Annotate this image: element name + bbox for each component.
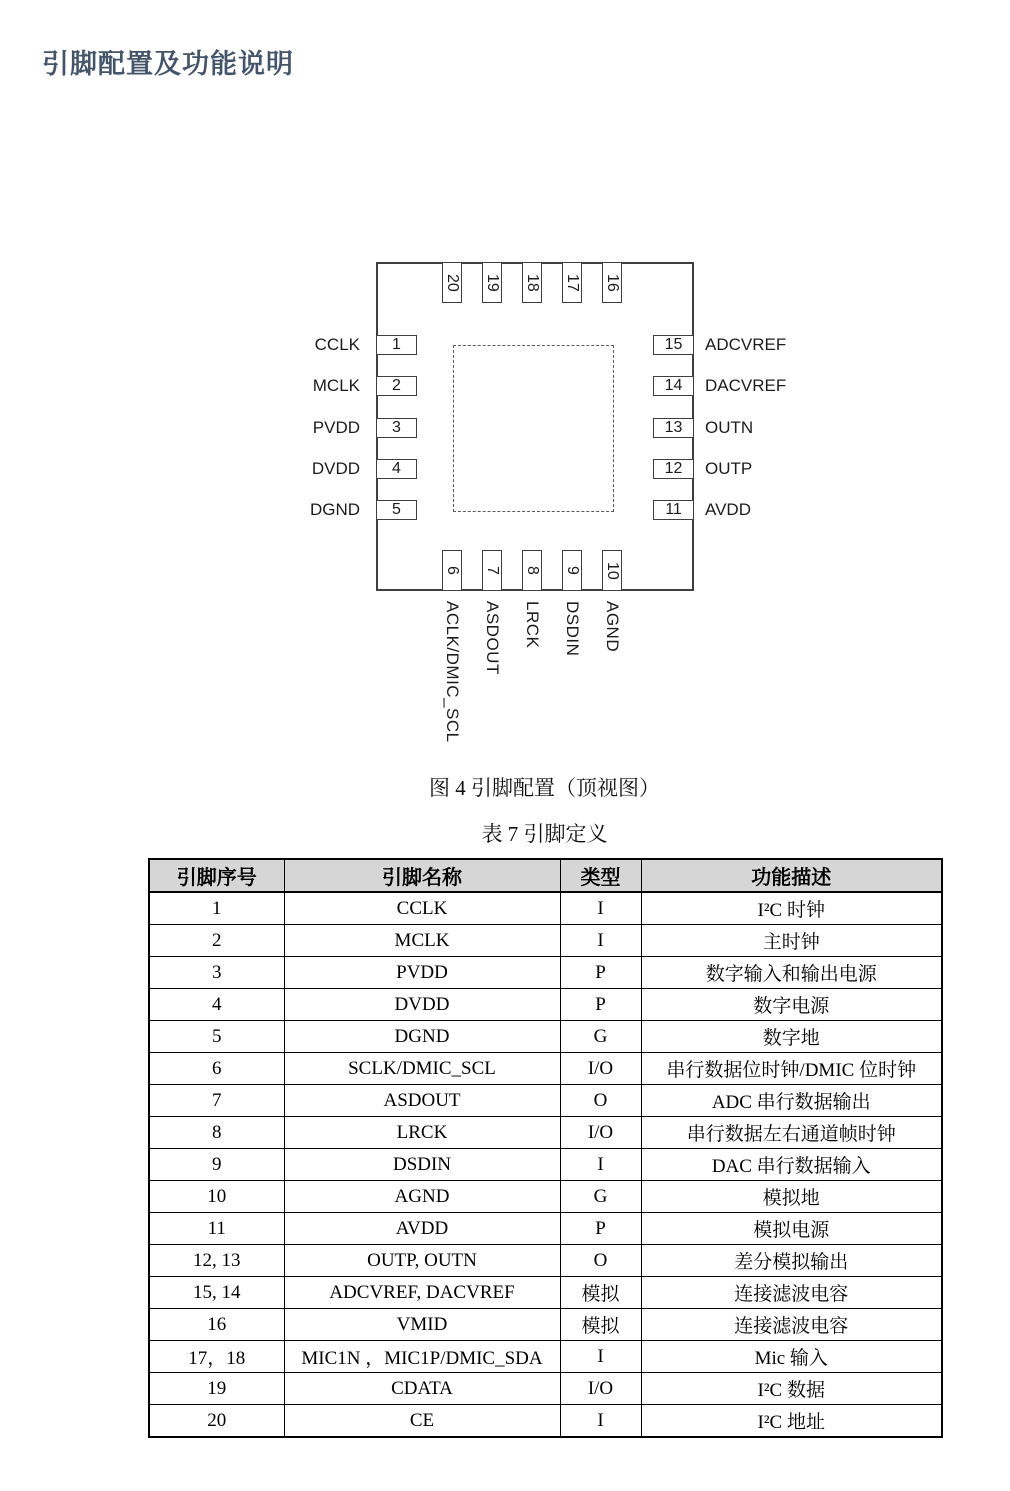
- pin-number: 9: [564, 566, 581, 575]
- pin-type-cell: 模拟: [560, 1277, 641, 1309]
- table-header-cell: 引脚名称: [284, 859, 560, 892]
- pin-number-cell: 10: [149, 1181, 284, 1213]
- pin-number: 3: [392, 419, 401, 436]
- pin-name-cell: LRCK: [284, 1117, 560, 1149]
- table-row: [149, 892, 942, 925]
- pin-number-cell: 9: [149, 1149, 284, 1181]
- pin-number-cell: 20: [149, 1405, 284, 1438]
- table-row: [149, 1021, 942, 1053]
- pin-number: 11: [665, 501, 682, 518]
- pin-name-cell: VMID: [284, 1309, 560, 1341]
- table-row: [149, 1373, 942, 1405]
- pin-description-cell: 串行数据位时钟/DMIC 位时钟: [641, 1053, 942, 1085]
- table-row: [149, 957, 942, 989]
- pin-number-cell: 15, 14: [149, 1277, 284, 1309]
- pin-box-18: [522, 262, 542, 303]
- pin-type-cell: I/O: [560, 1117, 641, 1149]
- pin-type-cell: I: [560, 925, 641, 957]
- pin-description-cell: 差分模拟输出: [641, 1245, 942, 1277]
- pin-description-cell: 串行数据左右通道帧时钟: [641, 1117, 942, 1149]
- pin-type-cell: I: [560, 1149, 641, 1181]
- pin-label-DGND: DGND: [309, 500, 360, 519]
- pin-type-cell: O: [560, 1245, 641, 1277]
- pin-description-cell: 数字输入和输出电源: [641, 957, 942, 989]
- pin-number: 6: [444, 566, 461, 575]
- pin-number-cell: 4: [149, 989, 284, 1021]
- pin-name-cell: MCLK: [284, 925, 560, 957]
- pin-definition-table: [148, 858, 943, 1438]
- pin-box-9: [562, 550, 582, 591]
- pin-label-OUTN: OUTN: [705, 418, 754, 437]
- table-row: [149, 1277, 942, 1309]
- pin-box-12: [653, 459, 694, 479]
- pin-number-cell: 1: [149, 892, 284, 925]
- pin-type-cell: I/O: [560, 1053, 641, 1085]
- pin-type-cell: O: [560, 1085, 641, 1117]
- pin-number-cell: 6: [149, 1053, 284, 1085]
- pin-label-AGND: AGND: [603, 601, 622, 653]
- pin-number-cell: 2: [149, 925, 284, 957]
- table-header-cell: 功能描述: [641, 859, 942, 892]
- pin-label-DACVREF: DACVREF: [705, 376, 787, 395]
- pin-name-cell: DSDIN: [284, 1149, 560, 1181]
- pin-number-cell: 11: [149, 1213, 284, 1245]
- pin-description-cell: 连接滤波电容: [641, 1309, 942, 1341]
- pin-number: 20: [444, 273, 461, 292]
- table-row: [149, 1213, 942, 1245]
- pin-number-cell: 5: [149, 1021, 284, 1053]
- page-title: 引脚配置及功能说明: [42, 49, 294, 80]
- table-row: [149, 1117, 942, 1149]
- pin-number: 14: [664, 377, 683, 394]
- pin-label-AVDD: AVDD: [705, 500, 751, 519]
- pin-description-cell: I²C 数据: [641, 1373, 942, 1405]
- pin-description-cell: DAC 串行数据输入: [641, 1149, 942, 1181]
- table-row: [149, 1149, 942, 1181]
- pin-number-cell: 8: [149, 1117, 284, 1149]
- pin-name-cell: OUTP, OUTN: [284, 1245, 560, 1277]
- pin-name-cell: MIC1N ，MIC1P/DMIC_SDA: [284, 1341, 560, 1373]
- table-header-cell: 类型: [560, 859, 641, 892]
- pin-number: 12: [664, 460, 683, 477]
- pin-name-cell: AGND: [284, 1181, 560, 1213]
- pin-box-11: [653, 500, 694, 520]
- pin-number: 8: [524, 566, 541, 575]
- table-row: [149, 1309, 942, 1341]
- pin-type-cell: P: [560, 1213, 641, 1245]
- pin-name-cell: PVDD: [284, 957, 560, 989]
- pin-name-cell: DVDD: [284, 989, 560, 1021]
- pin-label-ADCVREF: ADCVREF: [705, 335, 787, 354]
- pin-label-PVDD: PVDD: [312, 418, 360, 437]
- pin-name-cell: CCLK: [284, 892, 560, 925]
- pin-type-cell: G: [560, 1021, 641, 1053]
- pin-number-cell: 12, 13: [149, 1245, 284, 1277]
- pin-type-cell: 模拟: [560, 1309, 641, 1341]
- figure-caption: 图 4 引脚配置（顶视图）: [429, 776, 660, 800]
- table-row: [149, 1245, 942, 1277]
- pin-type-cell: P: [560, 957, 641, 989]
- pin-description-cell: 连接滤波电容: [641, 1277, 942, 1309]
- pin-number: 7: [484, 566, 501, 575]
- pin-description-cell: I²C 地址: [641, 1405, 942, 1438]
- pin-box-7: [482, 550, 502, 591]
- pin-name-cell: SCLK/DMIC_SCL: [284, 1053, 560, 1085]
- pin-number-cell: 19: [149, 1373, 284, 1405]
- pin-description-cell: I²C 时钟: [641, 892, 942, 925]
- pin-number-cell: 17，18: [149, 1341, 284, 1373]
- pin-description-cell: 数字电源: [641, 989, 942, 1021]
- pin-box-6: [442, 550, 462, 591]
- pin-number: 16: [604, 273, 621, 292]
- pin-number: 4: [392, 460, 401, 477]
- pin-number: 13: [664, 419, 683, 436]
- pin-number-cell: 3: [149, 957, 284, 989]
- pin-number: 19: [484, 273, 501, 292]
- table-row: [149, 1053, 942, 1085]
- table-row: [149, 1341, 942, 1373]
- pin-box-2: [376, 376, 417, 396]
- pin-box-8: [522, 550, 542, 591]
- pin-box-20: [442, 262, 462, 303]
- pin-description-cell: 模拟地: [641, 1181, 942, 1213]
- pin-description-cell: 模拟电源: [641, 1213, 942, 1245]
- pin-type-cell: G: [560, 1181, 641, 1213]
- pin-name-cell: CDATA: [284, 1373, 560, 1405]
- pin-label-DVDD: DVDD: [311, 459, 360, 478]
- pin-number: 15: [664, 336, 683, 353]
- pin-description-cell: 主时钟: [641, 925, 942, 957]
- pin-label-MCLK: MCLK: [312, 376, 360, 395]
- table-row: [149, 1085, 942, 1117]
- table-caption: 表 7 引脚定义: [481, 822, 608, 846]
- pin-label-CCLK: CCLK: [314, 335, 360, 354]
- pin-label-DSDIN: DSDIN: [563, 601, 582, 657]
- pin-label-OUTP: OUTP: [705, 459, 753, 478]
- pin-box-16: [602, 262, 622, 303]
- table-row: [149, 1181, 942, 1213]
- pin-box-13: [653, 418, 694, 438]
- pin-number: 1: [392, 336, 401, 353]
- pin-number: 10: [604, 561, 621, 580]
- pin-number: 18: [524, 273, 541, 292]
- pin-box-5: [376, 500, 417, 520]
- pin-description-cell: 数字地: [641, 1021, 942, 1053]
- thermal-pad-dashed-outline: [453, 345, 614, 512]
- pin-type-cell: I: [560, 1405, 641, 1438]
- pin-box-10: [602, 550, 622, 591]
- pin-name-cell: ADCVREF, DACVREF: [284, 1277, 560, 1309]
- table-header-row: [149, 859, 942, 892]
- table-header-cell: 引脚序号: [149, 859, 284, 892]
- pin-name-cell: ASDOUT: [284, 1085, 560, 1117]
- pin-label-ACLK/DMIC_SCL: ACLK/DMIC_SCL: [443, 601, 462, 743]
- pin-number: 17: [564, 273, 581, 292]
- pin-number: 2: [392, 377, 401, 394]
- pin-description-cell: ADC 串行数据输出: [641, 1085, 942, 1117]
- pin-label-LRCK: LRCK: [523, 601, 542, 649]
- table-row: [149, 989, 942, 1021]
- pin-box-14: [653, 376, 694, 396]
- pin-number-cell: 7: [149, 1085, 284, 1117]
- pin-box-1: [376, 335, 417, 355]
- pin-number: 5: [392, 501, 401, 518]
- pin-number-cell: 16: [149, 1309, 284, 1341]
- pin-description-cell: Mic 输入: [641, 1341, 942, 1373]
- pin-box-4: [376, 459, 417, 479]
- pin-type-cell: I: [560, 892, 641, 925]
- table-row: [149, 925, 942, 957]
- pin-type-cell: I: [560, 1341, 641, 1373]
- pin-box-15: [653, 335, 694, 355]
- pin-box-17: [562, 262, 582, 303]
- pin-name-cell: CE: [284, 1405, 560, 1438]
- pin-label-ASDOUT: ASDOUT: [483, 601, 502, 675]
- pin-name-cell: DGND: [284, 1021, 560, 1053]
- pin-box-3: [376, 418, 417, 438]
- pin-name-cell: AVDD: [284, 1213, 560, 1245]
- pin-type-cell: I/O: [560, 1373, 641, 1405]
- table-row: [149, 1405, 942, 1438]
- pin-box-19: [482, 262, 502, 303]
- pin-type-cell: P: [560, 989, 641, 1021]
